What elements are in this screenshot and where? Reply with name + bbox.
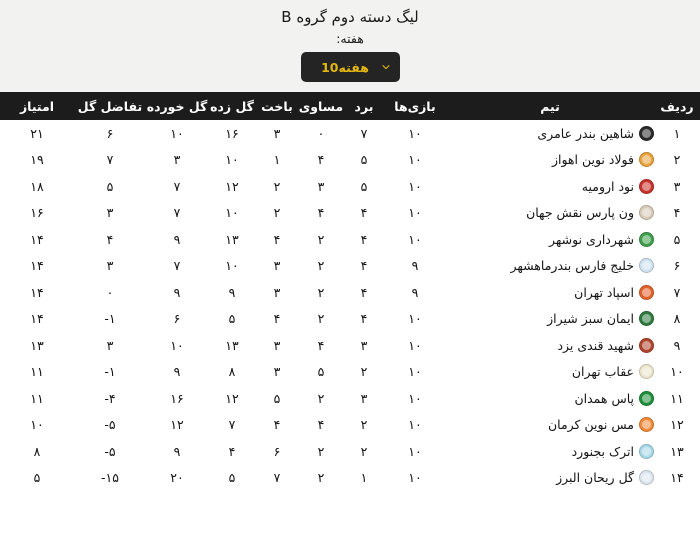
- team-name: اترک بجنورد: [571, 443, 634, 459]
- row-gf: ۱۰: [225, 152, 239, 168]
- row-rank: ۱۰: [670, 364, 684, 380]
- row-rank: ۱۱: [670, 390, 684, 406]
- team-crest-icon: [639, 338, 654, 353]
- team-crest-icon: [639, 470, 654, 485]
- team-name: فولاد نوین اهواز: [551, 152, 634, 168]
- row-loss: ۳: [273, 258, 281, 274]
- row-ga: ۹: [173, 284, 181, 300]
- row-gf: ۱۲: [225, 178, 239, 194]
- table-head: [0, 92, 700, 120]
- column-header-pts[interactable]: امتیاز: [19, 98, 55, 114]
- row-ga: ۳: [173, 152, 181, 168]
- team-name: مس نوین کرمان: [547, 417, 634, 433]
- row-pts: ۵: [33, 470, 41, 486]
- row-gd: ۶: [106, 125, 114, 141]
- row-draw: ۲: [317, 311, 325, 327]
- column-header-games[interactable]: بازی‌ها: [394, 98, 436, 114]
- table-row[interactable]: [0, 385, 700, 412]
- column-header-gf[interactable]: گل زده: [210, 98, 254, 114]
- row-games: ۱۰: [408, 231, 422, 247]
- row-loss: ۳: [273, 364, 281, 380]
- row-team[interactable]: [446, 200, 654, 227]
- row-gd: ۱-: [104, 311, 116, 327]
- row-ga: ۷: [173, 205, 181, 221]
- row-loss: ۶: [273, 443, 281, 459]
- row-team[interactable]: [446, 412, 654, 439]
- team-name: شاهین بندر عامری: [537, 125, 634, 141]
- week-label: هفته:: [336, 31, 364, 46]
- row-draw: ۲: [317, 443, 325, 459]
- row-games: ۱۰: [408, 125, 422, 141]
- column-header-rank[interactable]: ردیف: [660, 98, 694, 114]
- week-select[interactable]: [301, 52, 400, 82]
- row-draw: ۴: [317, 417, 325, 433]
- team-crest-icon: [639, 258, 654, 273]
- column-header-win[interactable]: برد: [354, 98, 374, 114]
- row-gf: ۱۰: [225, 205, 239, 221]
- row-win: ۲: [360, 364, 368, 380]
- column-header-loss[interactable]: باخت: [261, 98, 293, 114]
- row-games: ۱۰: [408, 417, 422, 433]
- row-team[interactable]: [446, 438, 654, 465]
- row-games: ۱۰: [408, 178, 422, 194]
- team-crest-icon: [639, 364, 654, 379]
- row-pts: ۱۸: [30, 178, 44, 194]
- row-gd: ۰: [106, 284, 114, 300]
- row-pts: ۱۴: [30, 231, 44, 247]
- row-win: ۱: [360, 470, 368, 486]
- table-row[interactable]: [0, 332, 700, 359]
- team-crest-icon: [639, 311, 654, 326]
- row-draw: ۲: [317, 390, 325, 406]
- team-name: ایمان سبز شیراز: [547, 311, 634, 327]
- team-name: شهید قندی یزد: [557, 337, 634, 353]
- row-win: ۷: [360, 125, 368, 141]
- row-win: ۴: [360, 205, 368, 221]
- row-ga: ۷: [173, 258, 181, 274]
- row-pts: ۱۶: [30, 205, 44, 221]
- team-name: خلیج فارس بندرماهشهر: [510, 258, 634, 274]
- row-gd: ۵-: [104, 443, 116, 459]
- row-games: ۱۰: [408, 205, 422, 221]
- row-loss: ۷: [273, 470, 281, 486]
- row-team[interactable]: [446, 359, 654, 386]
- table-row[interactable]: [0, 306, 700, 333]
- row-ga: ۹: [173, 364, 181, 380]
- team-name: عقاب تهران: [571, 364, 634, 380]
- row-team[interactable]: [446, 332, 654, 359]
- row-win: ۵: [360, 152, 368, 168]
- row-win: ۳: [360, 390, 368, 406]
- team-name: نود ارومیه: [581, 178, 634, 194]
- row-gd: ۴-: [104, 390, 116, 406]
- row-rank: ۴: [673, 205, 681, 221]
- row-games: ۹: [411, 258, 419, 274]
- row-ga: ۶: [173, 311, 181, 327]
- row-loss: ۳: [273, 125, 281, 141]
- row-gf: ۷: [228, 417, 236, 433]
- row-team[interactable]: [446, 385, 654, 412]
- row-gf: ۱۳: [225, 337, 239, 353]
- row-pts: ۱۴: [30, 311, 44, 327]
- row-loss: ۴: [273, 231, 281, 247]
- row-pts: ۱۳: [30, 337, 44, 353]
- column-header-draw[interactable]: مساوی: [298, 98, 344, 114]
- row-rank: ۶: [673, 258, 681, 274]
- row-pts: ۱۴: [30, 284, 44, 300]
- row-loss: ۲: [273, 205, 281, 221]
- row-team[interactable]: [446, 253, 654, 280]
- row-rank: ۷: [673, 284, 681, 300]
- row-games: ۱۰: [408, 152, 422, 168]
- row-draw: ۲: [317, 231, 325, 247]
- row-ga: ۲۰: [170, 470, 184, 486]
- row-draw: ۴: [317, 205, 325, 221]
- row-gd: ۵: [106, 178, 114, 194]
- row-pts: ۱۱: [30, 364, 44, 380]
- row-loss: ۳: [273, 337, 281, 353]
- row-loss: ۲: [273, 178, 281, 194]
- table-row[interactable]: [0, 173, 700, 200]
- row-draw: ۳: [317, 178, 325, 194]
- row-team[interactable]: [446, 173, 654, 200]
- row-gf: ۱۶: [225, 125, 239, 141]
- row-gf: ۴: [228, 443, 236, 459]
- row-win: ۲: [360, 417, 368, 433]
- row-pts: ۱۰: [30, 417, 44, 433]
- team-crest-icon: [639, 205, 654, 220]
- row-gd: ۱-: [104, 364, 116, 380]
- row-games: ۱۰: [408, 364, 422, 380]
- row-pts: ۱۹: [30, 152, 44, 168]
- row-games: ۱۰: [408, 443, 422, 459]
- team-name: ون پارس نقش جهان: [526, 205, 634, 221]
- row-loss: ۴: [273, 417, 281, 433]
- team-name: گل ریحان البرز: [556, 470, 634, 486]
- row-rank: ۵: [673, 231, 681, 247]
- table-header-row: [0, 92, 700, 120]
- table-row[interactable]: [0, 279, 700, 306]
- row-team[interactable]: [446, 279, 654, 306]
- week-select-value: هفته10: [321, 59, 369, 75]
- row-win: ۵: [360, 178, 368, 194]
- row-draw: ۲: [317, 258, 325, 274]
- team-crest-icon: [639, 232, 654, 247]
- row-win: ۴: [360, 284, 368, 300]
- table-row[interactable]: [0, 253, 700, 280]
- row-team[interactable]: [446, 120, 654, 147]
- standings-table: [0, 92, 700, 491]
- row-gd: ۳: [106, 205, 114, 221]
- team-name: اسپاد تهران: [574, 284, 634, 300]
- table-row[interactable]: [0, 438, 700, 465]
- row-gd: ۳: [106, 337, 114, 353]
- team-name: پاس همدان: [574, 390, 634, 406]
- row-gd: ۵-: [104, 417, 116, 433]
- table-row[interactable]: [0, 359, 700, 386]
- row-gf: ۱۲: [225, 390, 239, 406]
- row-draw: ۵: [317, 364, 325, 380]
- row-gf: ۵: [228, 470, 236, 486]
- row-gd: ۴: [106, 231, 114, 247]
- row-draw: ۰: [317, 125, 325, 141]
- row-gf: ۸: [228, 364, 236, 380]
- row-rank: ۹: [673, 337, 681, 353]
- row-ga: ۷: [173, 178, 181, 194]
- chevron-down-icon: [381, 62, 391, 72]
- column-header-ga[interactable]: گل خورده: [146, 98, 208, 114]
- row-ga: ۱۰: [170, 125, 184, 141]
- row-games: ۱۰: [408, 390, 422, 406]
- table-row[interactable]: [0, 147, 700, 174]
- row-team[interactable]: [446, 226, 654, 253]
- table-body: [0, 120, 700, 491]
- team-name: شهرداری نوشهر: [548, 231, 634, 247]
- row-rank: ۲: [673, 152, 681, 168]
- page-title: لیگ دسته دوم گروه B: [281, 8, 419, 26]
- row-team[interactable]: [446, 147, 654, 174]
- row-ga: ۹: [173, 443, 181, 459]
- row-draw: ۲: [317, 470, 325, 486]
- row-rank: ۸: [673, 311, 681, 327]
- row-games: ۱۰: [408, 311, 422, 327]
- column-header-gd[interactable]: تفاضل گل: [77, 98, 143, 114]
- row-ga: ۹: [173, 231, 181, 247]
- team-crest-icon: [639, 444, 654, 459]
- row-games: ۱۰: [408, 337, 422, 353]
- row-gf: ۹: [228, 284, 236, 300]
- row-draw: ۲: [317, 284, 325, 300]
- row-pts: ۲۱: [30, 125, 44, 141]
- team-crest-icon: [639, 126, 654, 141]
- row-win: ۴: [360, 258, 368, 274]
- team-crest-icon: [639, 417, 654, 432]
- row-loss: ۳: [273, 284, 281, 300]
- row-gf: ۱۳: [225, 231, 239, 247]
- row-loss: ۵: [273, 390, 281, 406]
- row-ga: ۱۶: [170, 390, 184, 406]
- team-crest-icon: [639, 179, 654, 194]
- row-team[interactable]: [446, 306, 654, 333]
- table-row[interactable]: [0, 465, 700, 492]
- row-draw: ۴: [317, 337, 325, 353]
- row-loss: ۱: [273, 152, 281, 168]
- row-loss: ۴: [273, 311, 281, 327]
- column-header-team[interactable]: تیم: [540, 98, 560, 114]
- row-pts: ۱۱: [30, 390, 44, 406]
- row-games: ۱۰: [408, 470, 422, 486]
- team-crest-icon: [639, 152, 654, 167]
- table-row[interactable]: [0, 120, 700, 147]
- team-crest-icon: [639, 285, 654, 300]
- row-gf: ۵: [228, 311, 236, 327]
- row-pts: ۸: [33, 443, 41, 459]
- row-gd: ۷: [106, 152, 114, 168]
- row-pts: ۱۴: [30, 258, 44, 274]
- row-win: ۴: [360, 311, 368, 327]
- row-ga: ۱۰: [170, 337, 184, 353]
- row-rank: ۱۲: [670, 417, 684, 433]
- row-rank: ۱۳: [670, 443, 684, 459]
- row-ga: ۱۲: [170, 417, 184, 433]
- table-row[interactable]: [0, 200, 700, 227]
- row-team[interactable]: [446, 465, 654, 492]
- row-win: ۲: [360, 443, 368, 459]
- row-games: ۹: [411, 284, 419, 300]
- row-gd: ۳: [106, 258, 114, 274]
- row-win: ۴: [360, 231, 368, 247]
- page-header: [0, 0, 700, 92]
- row-gf: ۱۰: [225, 258, 239, 274]
- row-draw: ۴: [317, 152, 325, 168]
- team-crest-icon: [639, 391, 654, 406]
- row-gd: ۱۵-: [101, 470, 119, 486]
- row-rank: ۳: [673, 178, 681, 194]
- row-win: ۳: [360, 337, 368, 353]
- table-row[interactable]: [0, 226, 700, 253]
- row-rank: ۱۴: [670, 470, 684, 486]
- row-rank: ۱: [673, 125, 681, 141]
- table-row[interactable]: [0, 412, 700, 439]
